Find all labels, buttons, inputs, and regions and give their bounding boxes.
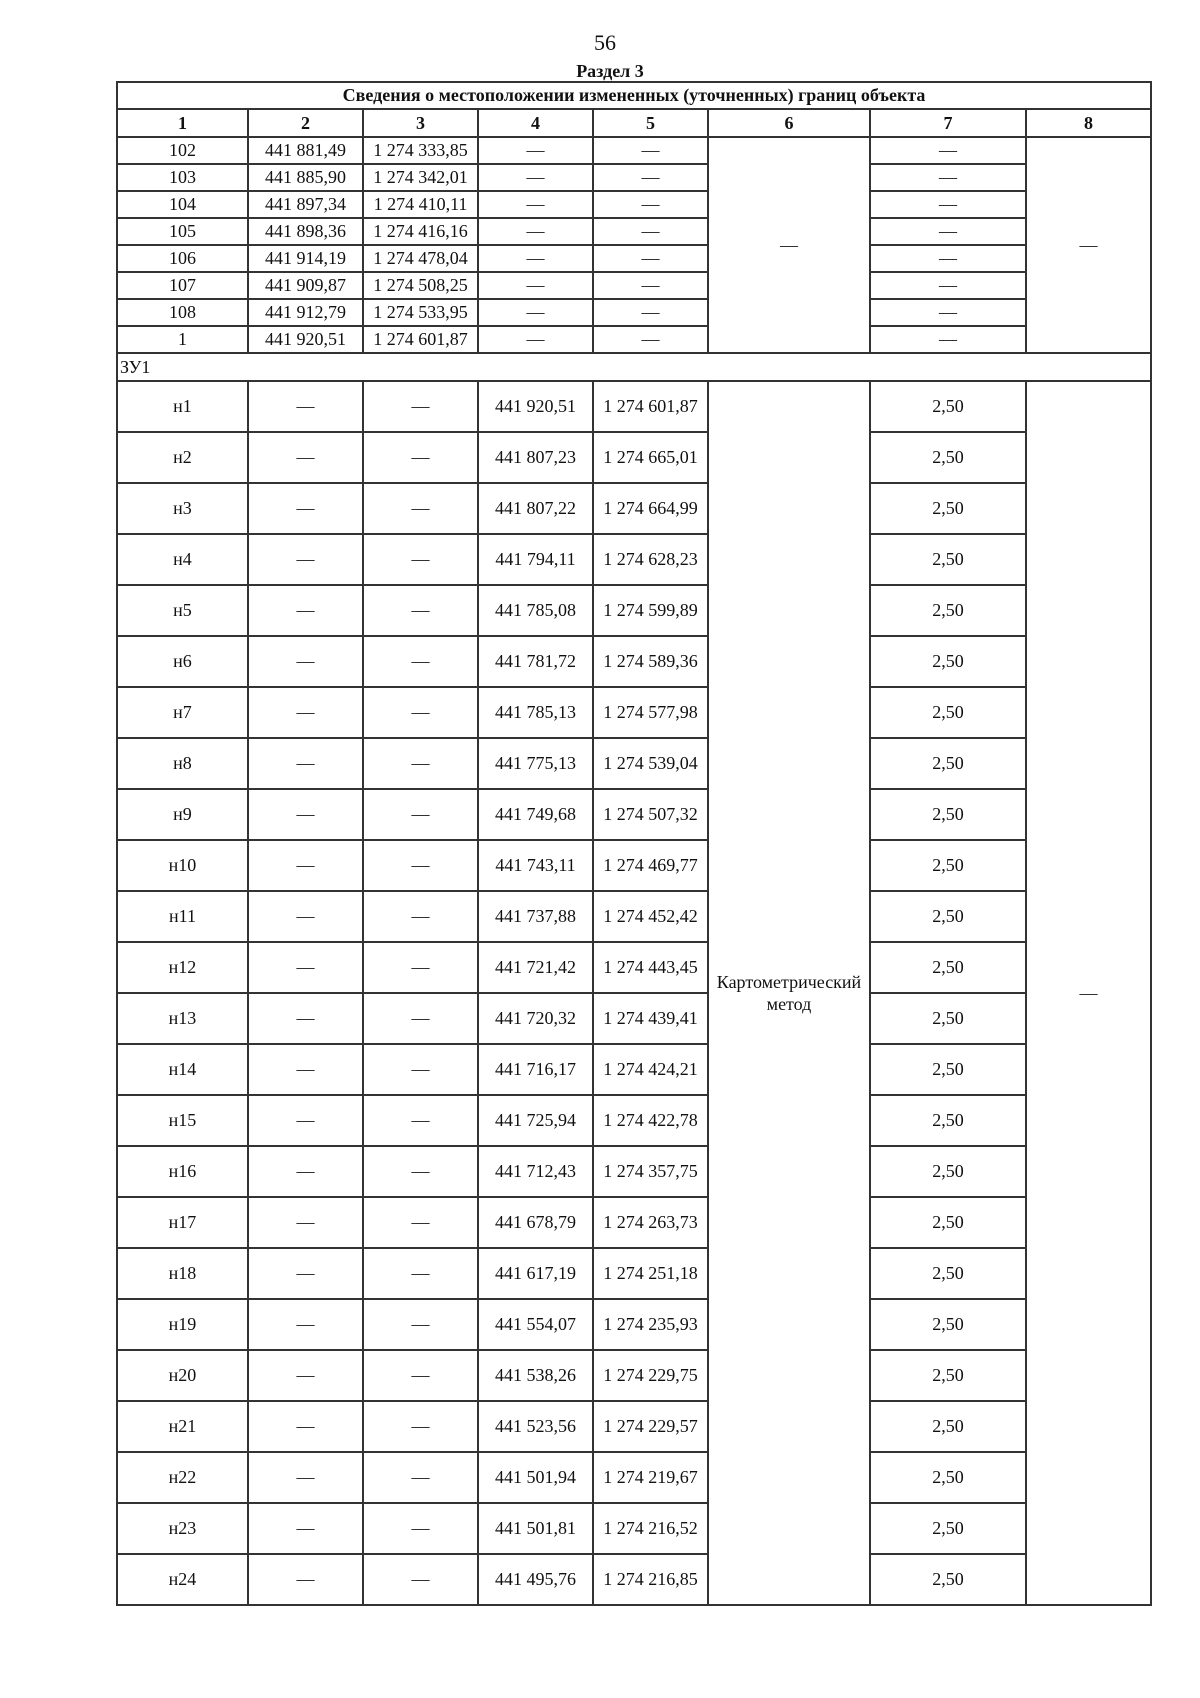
accuracy-cell: 2,50: [870, 1554, 1026, 1605]
existing-y-cell: —: [363, 432, 478, 483]
accuracy-cell: 2,50: [870, 1401, 1026, 1452]
table-row: [117, 245, 1151, 272]
accuracy-cell: 2,50: [870, 840, 1026, 891]
existing-x-cell: —: [248, 942, 363, 993]
existing-y-cell: 1 274 416,16: [363, 218, 478, 245]
point-number-cell: 103: [117, 164, 248, 191]
existing-y-cell: 1 274 533,95: [363, 299, 478, 326]
new-y-cell: 1 274 251,18: [593, 1248, 708, 1299]
new-x-cell: 441 807,23: [478, 432, 593, 483]
existing-y-cell: —: [363, 891, 478, 942]
accuracy-cell: 2,50: [870, 1044, 1026, 1095]
accuracy-cell: 2,50: [870, 789, 1026, 840]
accuracy-cell: 2,50: [870, 993, 1026, 1044]
existing-x-cell: —: [248, 636, 363, 687]
existing-x-cell: 441 898,36: [248, 218, 363, 245]
existing-x-cell: —: [248, 789, 363, 840]
new-y-cell: 1 274 439,41: [593, 993, 708, 1044]
new-x-cell: —: [478, 191, 593, 218]
existing-y-cell: —: [363, 381, 478, 432]
table-row: [117, 299, 1151, 326]
point-number-cell: 106: [117, 245, 248, 272]
table-row: [117, 993, 1151, 1044]
existing-x-cell: 441 914,19: [248, 245, 363, 272]
table-row: [117, 1452, 1151, 1503]
existing-x-cell: —: [248, 993, 363, 1044]
accuracy-cell: 2,50: [870, 1452, 1026, 1503]
table-row: [117, 1197, 1151, 1248]
page-number: 56: [594, 30, 616, 55]
new-y-cell: 1 274 443,45: [593, 942, 708, 993]
new-x-cell: 441 781,72: [478, 636, 593, 687]
new-y-cell: 1 274 229,75: [593, 1350, 708, 1401]
new-x-cell: 441 538,26: [478, 1350, 593, 1401]
new-y-cell: 1 274 539,04: [593, 738, 708, 789]
accuracy-cell: 2,50: [870, 534, 1026, 585]
new-x-cell: 441 617,19: [478, 1248, 593, 1299]
table-row: [117, 840, 1151, 891]
new-x-cell: —: [478, 299, 593, 326]
point-number-cell: н9: [117, 789, 248, 840]
new-x-cell: 441 712,43: [478, 1146, 593, 1197]
point-number-cell: н4: [117, 534, 248, 585]
point-number-cell: 107: [117, 272, 248, 299]
new-y-cell: —: [593, 164, 708, 191]
existing-x-cell: —: [248, 1350, 363, 1401]
point-number-cell: н2: [117, 432, 248, 483]
point-number-cell: н13: [117, 993, 248, 1044]
new-y-cell: 1 274 665,01: [593, 432, 708, 483]
new-y-cell: 1 274 507,32: [593, 789, 708, 840]
existing-y-cell: —: [363, 1554, 478, 1605]
new-x-cell: 441 775,13: [478, 738, 593, 789]
new-x-cell: 441 749,68: [478, 789, 593, 840]
table-row: [117, 483, 1151, 534]
point-number-cell: 108: [117, 299, 248, 326]
new-x-cell: —: [478, 326, 593, 353]
new-x-cell: 441 794,11: [478, 534, 593, 585]
new-y-cell: 1 274 216,52: [593, 1503, 708, 1554]
accuracy-cell: 2,50: [870, 432, 1026, 483]
table-row: [117, 738, 1151, 789]
existing-y-cell: —: [363, 840, 478, 891]
existing-x-cell: —: [248, 738, 363, 789]
accuracy-cell: —: [870, 218, 1026, 245]
existing-y-cell: —: [363, 1299, 478, 1350]
method-cell: —: [708, 137, 870, 353]
new-x-cell: —: [478, 218, 593, 245]
existing-x-cell: 441 881,49: [248, 137, 363, 164]
new-y-cell: 1 274 577,98: [593, 687, 708, 738]
point-number-cell: 104: [117, 191, 248, 218]
point-number-cell: 105: [117, 218, 248, 245]
table-row: [117, 891, 1151, 942]
point-number-cell: н14: [117, 1044, 248, 1095]
table-row: [117, 534, 1151, 585]
point-number-cell: н23: [117, 1503, 248, 1554]
new-x-cell: 441 501,94: [478, 1452, 593, 1503]
accuracy-cell: 2,50: [870, 1350, 1026, 1401]
accuracy-cell: 2,50: [870, 636, 1026, 687]
accuracy-cell: 2,50: [870, 1248, 1026, 1299]
existing-x-cell: 441 909,87: [248, 272, 363, 299]
table-row: [117, 432, 1151, 483]
table-row: [117, 942, 1151, 993]
new-y-cell: 1 274 589,36: [593, 636, 708, 687]
new-x-cell: 441 743,11: [478, 840, 593, 891]
accuracy-cell: 2,50: [870, 1299, 1026, 1350]
note-cell: —: [1026, 137, 1151, 353]
existing-x-cell: —: [248, 381, 363, 432]
existing-y-cell: —: [363, 1401, 478, 1452]
accuracy-cell: —: [870, 299, 1026, 326]
existing-x-cell: 441 885,90: [248, 164, 363, 191]
existing-y-cell: —: [363, 534, 478, 585]
existing-x-cell: —: [248, 1044, 363, 1095]
boundary-coordinates-table: [116, 81, 1152, 1606]
new-y-cell: 1 274 452,42: [593, 891, 708, 942]
new-x-cell: 441 501,81: [478, 1503, 593, 1554]
column-number: 3: [363, 109, 478, 137]
table-row: [117, 1554, 1151, 1605]
point-number-cell: н22: [117, 1452, 248, 1503]
new-x-cell: 441 716,17: [478, 1044, 593, 1095]
accuracy-cell: —: [870, 137, 1026, 164]
new-x-cell: 441 785,13: [478, 687, 593, 738]
existing-x-cell: —: [248, 483, 363, 534]
new-y-cell: 1 274 599,89: [593, 585, 708, 636]
existing-x-cell: —: [248, 840, 363, 891]
accuracy-cell: 2,50: [870, 585, 1026, 636]
existing-y-cell: —: [363, 1095, 478, 1146]
existing-y-cell: —: [363, 1044, 478, 1095]
note-cell: —: [1026, 381, 1151, 1605]
point-number-cell: н17: [117, 1197, 248, 1248]
point-number-cell: н1: [117, 381, 248, 432]
existing-y-cell: 1 274 410,11: [363, 191, 478, 218]
new-y-cell: —: [593, 272, 708, 299]
new-y-cell: 1 274 664,99: [593, 483, 708, 534]
new-y-cell: —: [593, 326, 708, 353]
column-number: 8: [1026, 109, 1151, 137]
existing-y-cell: 1 274 478,04: [363, 245, 478, 272]
group-label: ЗУ1: [117, 353, 1151, 381]
new-y-cell: 1 274 422,78: [593, 1095, 708, 1146]
existing-y-cell: —: [363, 942, 478, 993]
new-y-cell: 1 274 469,77: [593, 840, 708, 891]
existing-x-cell: —: [248, 1299, 363, 1350]
point-number-cell: 102: [117, 137, 248, 164]
accuracy-cell: 2,50: [870, 942, 1026, 993]
column-number: 6: [708, 109, 870, 137]
table-caption-row: [117, 82, 1151, 109]
existing-y-cell: —: [363, 636, 478, 687]
table-row: [117, 164, 1151, 191]
new-x-cell: 441 721,42: [478, 942, 593, 993]
existing-y-cell: —: [363, 1248, 478, 1299]
existing-x-cell: —: [248, 687, 363, 738]
new-x-cell: 441 720,32: [478, 993, 593, 1044]
table-row: [117, 1095, 1151, 1146]
new-y-cell: 1 274 216,85: [593, 1554, 708, 1605]
accuracy-cell: 2,50: [870, 687, 1026, 738]
accuracy-cell: 2,50: [870, 1503, 1026, 1554]
table-row: [117, 191, 1151, 218]
accuracy-cell: 2,50: [870, 483, 1026, 534]
existing-y-cell: —: [363, 1350, 478, 1401]
new-y-cell: —: [593, 137, 708, 164]
new-y-cell: 1 274 357,75: [593, 1146, 708, 1197]
new-y-cell: 1 274 424,21: [593, 1044, 708, 1095]
existing-y-cell: —: [363, 1503, 478, 1554]
accuracy-cell: —: [870, 272, 1026, 299]
accuracy-cell: 2,50: [870, 738, 1026, 789]
accuracy-cell: 2,50: [870, 1095, 1026, 1146]
new-y-cell: 1 274 263,73: [593, 1197, 708, 1248]
new-y-cell: 1 274 235,93: [593, 1299, 708, 1350]
accuracy-cell: 2,50: [870, 1197, 1026, 1248]
new-x-cell: —: [478, 164, 593, 191]
existing-x-cell: —: [248, 585, 363, 636]
table-row: [117, 381, 1151, 432]
existing-x-cell: —: [248, 891, 363, 942]
existing-x-cell: —: [248, 1146, 363, 1197]
existing-y-cell: —: [363, 789, 478, 840]
existing-x-cell: —: [248, 1452, 363, 1503]
table-row: [117, 1146, 1151, 1197]
accuracy-cell: —: [870, 326, 1026, 353]
point-number-cell: н16: [117, 1146, 248, 1197]
table-row: [117, 137, 1151, 164]
new-y-cell: —: [593, 245, 708, 272]
existing-x-cell: —: [248, 1197, 363, 1248]
column-number: 4: [478, 109, 593, 137]
table-row: [117, 585, 1151, 636]
new-y-cell: —: [593, 299, 708, 326]
table-row: [117, 326, 1151, 353]
new-x-cell: 441 737,88: [478, 891, 593, 942]
existing-y-cell: —: [363, 1197, 478, 1248]
existing-y-cell: 1 274 333,85: [363, 137, 478, 164]
existing-y-cell: —: [363, 1146, 478, 1197]
column-number: 1: [117, 109, 248, 137]
existing-x-cell: —: [248, 432, 363, 483]
point-number-cell: н21: [117, 1401, 248, 1452]
existing-y-cell: 1 274 508,25: [363, 272, 478, 299]
new-x-cell: 441 523,56: [478, 1401, 593, 1452]
table-row: [117, 1401, 1151, 1452]
new-x-cell: 441 920,51: [478, 381, 593, 432]
accuracy-cell: 2,50: [870, 381, 1026, 432]
new-x-cell: 441 785,08: [478, 585, 593, 636]
existing-y-cell: —: [363, 993, 478, 1044]
existing-x-cell: —: [248, 1095, 363, 1146]
existing-y-cell: —: [363, 738, 478, 789]
new-y-cell: 1 274 628,23: [593, 534, 708, 585]
table-row: [117, 636, 1151, 687]
new-y-cell: 1 274 601,87: [593, 381, 708, 432]
existing-x-cell: —: [248, 1503, 363, 1554]
table-row: [117, 687, 1151, 738]
new-y-cell: 1 274 229,57: [593, 1401, 708, 1452]
table-row: [117, 1350, 1151, 1401]
existing-y-cell: 1 274 601,87: [363, 326, 478, 353]
accuracy-cell: —: [870, 245, 1026, 272]
point-number-cell: н11: [117, 891, 248, 942]
point-number-cell: н24: [117, 1554, 248, 1605]
existing-x-cell: 441 897,34: [248, 191, 363, 218]
group-row: [117, 353, 1151, 381]
column-number: 2: [248, 109, 363, 137]
new-x-cell: —: [478, 137, 593, 164]
accuracy-cell: —: [870, 191, 1026, 218]
new-x-cell: 441 678,79: [478, 1197, 593, 1248]
point-number-cell: н10: [117, 840, 248, 891]
column-number: 5: [593, 109, 708, 137]
new-y-cell: —: [593, 218, 708, 245]
point-number-cell: н15: [117, 1095, 248, 1146]
table-row: [117, 789, 1151, 840]
point-number-cell: н20: [117, 1350, 248, 1401]
method-cell: Картометрический метод: [708, 381, 870, 1605]
column-number-row: [117, 109, 1151, 137]
accuracy-cell: 2,50: [870, 891, 1026, 942]
new-y-cell: —: [593, 191, 708, 218]
existing-y-cell: —: [363, 483, 478, 534]
table-caption: Сведения о местоположении измененных (уточненных) границ объекта: [117, 82, 1151, 109]
point-number-cell: н12: [117, 942, 248, 993]
point-number-cell: н8: [117, 738, 248, 789]
column-number: 7: [870, 109, 1026, 137]
existing-x-cell: —: [248, 534, 363, 585]
accuracy-cell: —: [870, 164, 1026, 191]
existing-x-cell: —: [248, 1554, 363, 1605]
point-number-cell: н19: [117, 1299, 248, 1350]
table-row: [117, 1299, 1151, 1350]
existing-x-cell: 441 912,79: [248, 299, 363, 326]
section-title: Раздел 3: [576, 61, 644, 81]
new-x-cell: 441 807,22: [478, 483, 593, 534]
table-row: [117, 1044, 1151, 1095]
table-row: [117, 272, 1151, 299]
point-number-cell: н5: [117, 585, 248, 636]
new-x-cell: 441 725,94: [478, 1095, 593, 1146]
new-x-cell: 441 554,07: [478, 1299, 593, 1350]
accuracy-cell: 2,50: [870, 1146, 1026, 1197]
new-x-cell: —: [478, 272, 593, 299]
existing-y-cell: —: [363, 585, 478, 636]
existing-y-cell: —: [363, 1452, 478, 1503]
table-row: [117, 218, 1151, 245]
point-number-cell: н7: [117, 687, 248, 738]
new-y-cell: 1 274 219,67: [593, 1452, 708, 1503]
new-x-cell: —: [478, 245, 593, 272]
point-number-cell: н3: [117, 483, 248, 534]
new-x-cell: 441 495,76: [478, 1554, 593, 1605]
table-row: [117, 1248, 1151, 1299]
table-row: [117, 1503, 1151, 1554]
existing-y-cell: 1 274 342,01: [363, 164, 478, 191]
point-number-cell: н18: [117, 1248, 248, 1299]
existing-x-cell: —: [248, 1248, 363, 1299]
existing-x-cell: —: [248, 1401, 363, 1452]
point-number-cell: н6: [117, 636, 248, 687]
existing-x-cell: 441 920,51: [248, 326, 363, 353]
existing-y-cell: —: [363, 687, 478, 738]
point-number-cell: 1: [117, 326, 248, 353]
